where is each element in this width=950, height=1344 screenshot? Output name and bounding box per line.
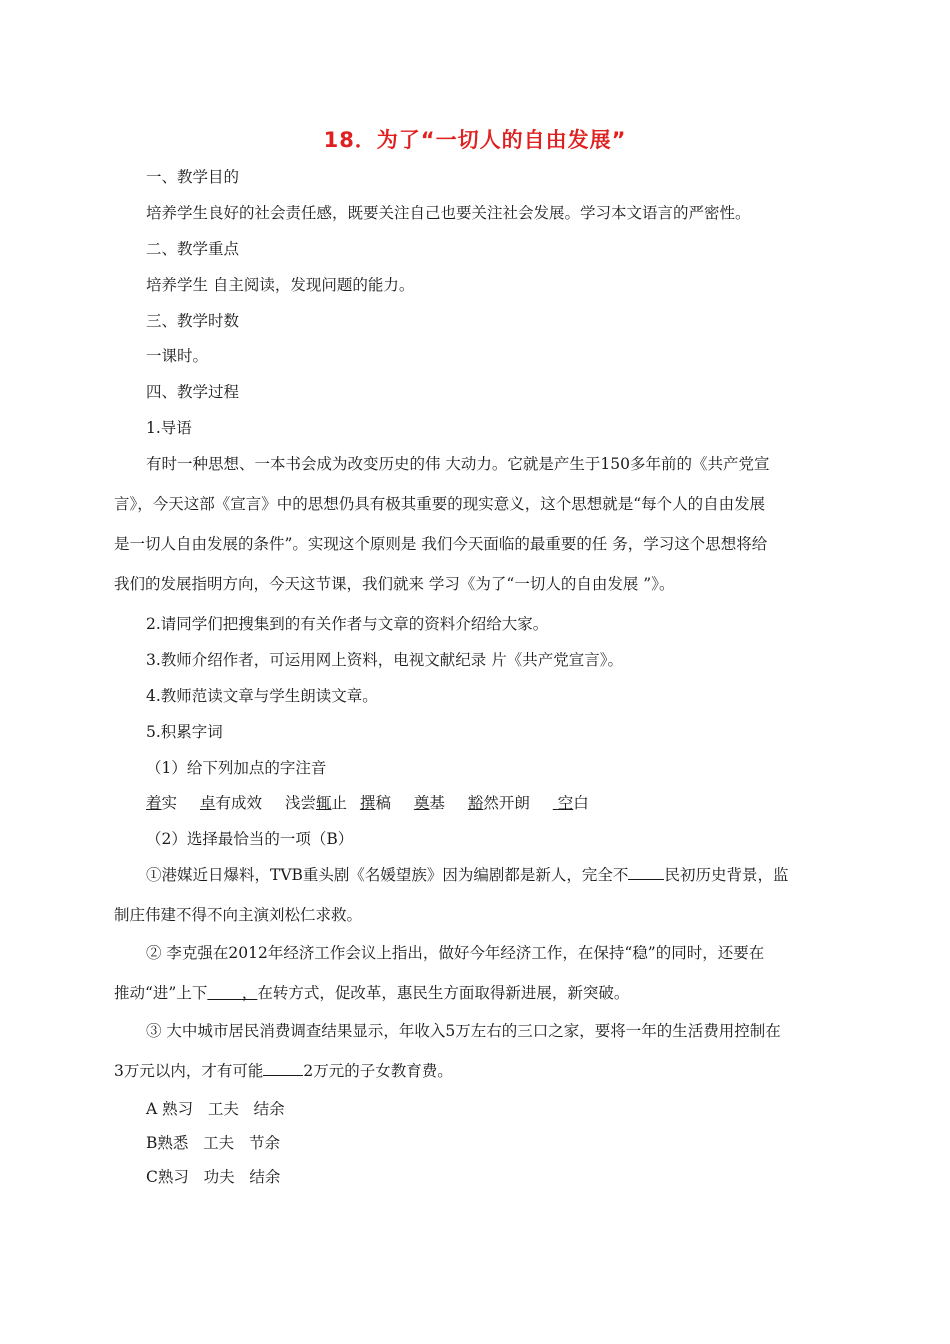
page-title: 18．为了“一切人的自由发展” <box>323 128 627 152</box>
answer-blank <box>628 865 664 880</box>
option-c: C熟习 功夫 结余 <box>146 1168 281 1186</box>
step-4: 4.教师范读文章与学生朗读文章。 <box>146 687 378 705</box>
step-3: 3.教师介绍作者，可运用网上资料，电视文献纪录 片《共产党宣言》。 <box>146 651 623 669</box>
step-5: 5.积累字词 <box>146 723 223 741</box>
word-6: 豁然开朗 <box>467 794 530 812</box>
section-heading-process: 四、教学过程 <box>146 383 240 401</box>
objectives-text: 培养学生良好的社会责任感，既要关注自己也要关注社会发展。学习本文语言的严密性。 <box>146 204 751 222</box>
item-3-line-1: ③ 大中城市居民消费调查结果显示，年收入5万左右的三口之家，要将一年的生活费用控制在 <box>146 1022 781 1040</box>
question-2: （2）选择最恰当的一项（B） <box>146 830 354 848</box>
section-heading-focus: 二、教学重点 <box>146 240 240 258</box>
question-1: （1）给下列加点的字注音 <box>146 759 327 777</box>
item-2-line-1: ② 李克强在2012年经济工作会议上指出，做好今年经济工作，在保持“稳”的同时，还要在 <box>146 944 765 962</box>
word-4: 撰稿 <box>359 794 391 812</box>
intro-line-1: 有时一种思想、一本书会成为改变历史的伟 大动力。它就是产生于150多年前的《共产党宣 <box>146 455 770 473</box>
word-2: 卓有成效 <box>199 794 262 812</box>
item-2-line-2: 推动“进”上下 ，在转方式，促改革，惠民生方面取得新进展，新突破。 <box>114 984 630 1002</box>
intro-line-4: 我们的发展指明方向，今天这节课，我们就来 学习《为了“一切人的自由发展 ”》。 <box>114 575 675 593</box>
answer-blank: ， <box>241 984 258 1002</box>
step-2: 2.请同学们把搜集到的有关作者与文章的资料介绍给大家。 <box>146 615 549 633</box>
word-1: 着实 <box>146 794 178 812</box>
intro-line-2: 言》，今天这部《宣言》中的思想仍具有极其重要的现实意义，这个思想就是“每个人的自由发展 <box>114 495 766 513</box>
intro-line-3: 是一切人自由发展的条件”。实现这个原则是 我们今天面临的最重要的任 务，学习这个思想将给 <box>114 535 768 553</box>
item-3-line-2: 3万元以内，才有可能 2万元的子女教育费。 <box>114 1062 453 1080</box>
answer-blank <box>263 1061 303 1076</box>
option-b: B熟悉 工夫 节余 <box>146 1134 280 1152</box>
focus-text: 培养学生 自主阅读，发现问题的能力。 <box>146 276 415 294</box>
item-1-line-1: ①港媒近日爆料，TVB重头剧《名媛望族》因为编剧都是新人，完全不 民初历史背景，监 <box>146 866 789 884</box>
section-heading-hours: 三、教学时数 <box>146 312 240 330</box>
option-a: A 熟习 工夫 结余 <box>146 1100 285 1118</box>
section-heading-objectives: 一、教学目的 <box>146 168 240 186</box>
step-1-heading: 1.导语 <box>146 419 192 437</box>
word-7: 空白 <box>557 794 589 812</box>
word-3: 浅尝辄止 <box>284 794 347 812</box>
word-5: 奠基 <box>413 794 445 812</box>
pinyin-word-list <box>146 791 607 813</box>
item-1-line-2: 制庄伟建不得不向主演刘松仁求救。 <box>114 906 363 924</box>
hours-text: 一课时。 <box>146 347 209 365</box>
